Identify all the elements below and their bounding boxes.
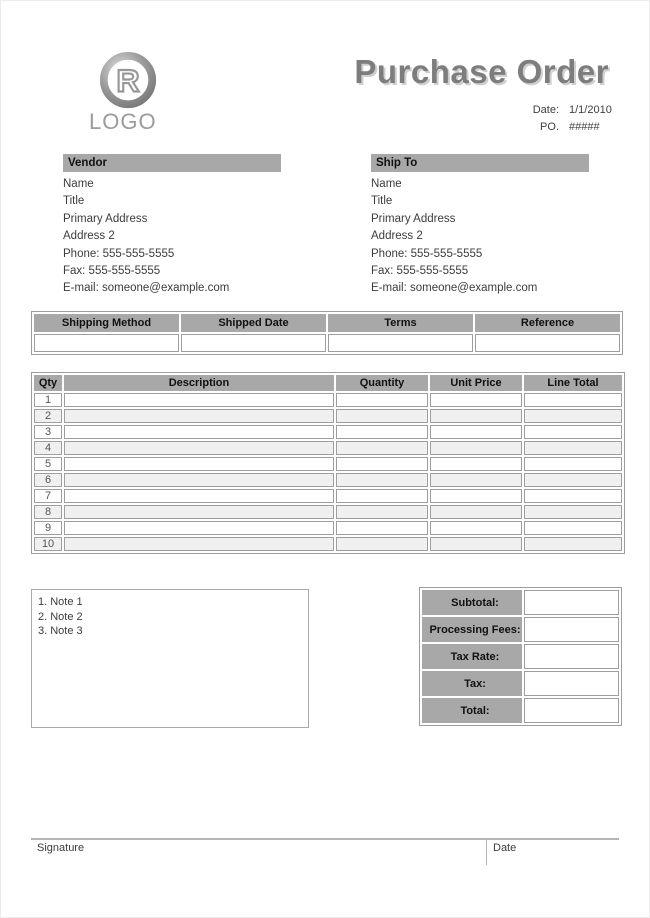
item-cell-unit_price[interactable] xyxy=(430,393,522,407)
item-row xyxy=(34,441,622,455)
notes-box[interactable] xyxy=(31,589,309,728)
order-meta xyxy=(519,102,617,136)
item-cell-unit_price[interactable] xyxy=(430,441,522,455)
items-column-header: Line Total xyxy=(524,375,622,391)
shipping-value-cell[interactable] xyxy=(34,334,179,352)
item-cell-unit_price[interactable] xyxy=(430,489,522,503)
item-cell-qty: 5 xyxy=(34,457,62,471)
items-body xyxy=(34,393,622,551)
vendor-line: Name xyxy=(63,178,94,190)
item-cell-qty: 2 xyxy=(34,409,62,423)
vendor-line: Fax: 555-555-5555 xyxy=(63,265,161,278)
item-cell-qty: 9 xyxy=(34,521,62,535)
item-cell-line_total[interactable] xyxy=(524,505,622,519)
ship-to-line: Phone: 555-555-5555 xyxy=(371,247,483,260)
shipping-column-header: Shipping Method xyxy=(34,314,179,332)
shipping-column-header: Shipped Date xyxy=(181,314,326,332)
item-row xyxy=(34,425,622,439)
item-cell-description[interactable] xyxy=(64,441,334,455)
item-cell-line_total[interactable] xyxy=(524,537,622,551)
item-cell-quantity[interactable] xyxy=(336,425,428,439)
totals-value[interactable] xyxy=(524,590,619,615)
vendor-lines xyxy=(63,176,281,298)
items-column-header: Quantity xyxy=(336,375,428,391)
totals-label: Tax: xyxy=(422,671,522,696)
items-column-header: Description xyxy=(64,375,334,391)
totals-value[interactable] xyxy=(524,617,619,642)
item-cell-line_total[interactable] xyxy=(524,441,622,455)
item-cell-qty: 3 xyxy=(34,425,62,439)
totals-row xyxy=(422,698,619,723)
item-cell-quantity[interactable] xyxy=(336,393,428,407)
registered-trademark-logo-icon xyxy=(97,51,159,111)
shipping-table xyxy=(31,311,623,355)
order-date-label: Date: xyxy=(532,104,559,116)
signature-date-label: Date xyxy=(493,842,517,854)
signature-label: Signature xyxy=(37,842,85,854)
order-date-value[interactable]: 1/1/2010 xyxy=(569,104,612,116)
totals-label: Tax Rate: xyxy=(422,644,522,669)
item-row xyxy=(34,409,622,423)
ship-to-line: Primary Address xyxy=(371,212,456,225)
order-po-value[interactable]: ##### xyxy=(569,121,600,133)
totals-value[interactable] xyxy=(524,671,619,696)
item-cell-quantity[interactable] xyxy=(336,489,428,503)
note-line: 2. Note 2 xyxy=(38,610,83,623)
item-cell-description[interactable] xyxy=(64,425,334,439)
vendor-line: Title xyxy=(63,195,85,208)
totals-label: Subtotal: xyxy=(422,590,522,615)
vendor-section xyxy=(63,154,281,298)
item-cell-description[interactable] xyxy=(64,409,334,423)
totals-label: Processing Fees: xyxy=(422,617,522,642)
item-cell-unit_price[interactable] xyxy=(430,473,522,487)
item-cell-quantity[interactable] xyxy=(336,473,428,487)
ship-to-line: Fax: 555-555-5555 xyxy=(371,265,469,278)
item-row xyxy=(34,505,622,519)
logo-letter: R xyxy=(116,62,140,99)
item-row xyxy=(34,537,622,551)
item-cell-unit_price[interactable] xyxy=(430,537,522,551)
page-title: Purchase Order xyxy=(354,53,609,90)
vendor-line: Phone: 555-555-5555 xyxy=(63,247,175,260)
item-cell-unit_price[interactable] xyxy=(430,425,522,439)
signature-date-divider xyxy=(486,839,487,865)
order-po-row xyxy=(519,119,617,136)
item-cell-line_total[interactable] xyxy=(524,473,622,487)
items-column-header: Unit Price xyxy=(430,375,522,391)
item-cell-line_total[interactable] xyxy=(524,521,622,535)
totals-label: Total: xyxy=(422,698,522,723)
items-column-header: Qty xyxy=(34,375,62,391)
item-cell-line_total[interactable] xyxy=(524,393,622,407)
item-cell-description[interactable] xyxy=(64,393,334,407)
item-cell-qty: 8 xyxy=(34,505,62,519)
item-cell-description[interactable] xyxy=(64,489,334,503)
logo-text: LOGO xyxy=(89,109,157,134)
item-cell-description[interactable] xyxy=(64,521,334,535)
note-line: 1. Note 1 xyxy=(38,596,83,608)
ship-to-line: Title xyxy=(371,195,393,208)
items-table xyxy=(31,372,625,554)
item-cell-description[interactable] xyxy=(64,457,334,471)
vendor-section-title: Vendor xyxy=(63,154,281,172)
item-cell-qty: 10 xyxy=(34,537,62,551)
shipping-column-header: Reference xyxy=(475,314,620,332)
item-cell-unit_price[interactable] xyxy=(430,457,522,471)
item-cell-quantity[interactable] xyxy=(336,409,428,423)
item-cell-unit_price[interactable] xyxy=(430,409,522,423)
signature-line xyxy=(31,838,619,840)
ship-to-line: E-mail: someone@example.com xyxy=(371,282,538,295)
item-row xyxy=(34,489,622,503)
ship-to-lines xyxy=(371,176,589,298)
company-logo xyxy=(89,51,199,132)
item-row xyxy=(34,473,622,487)
item-cell-qty: 4 xyxy=(34,441,62,455)
vendor-line: Primary Address xyxy=(63,212,148,225)
totals-value[interactable] xyxy=(524,644,619,669)
item-row xyxy=(34,457,622,471)
totals-row xyxy=(422,590,619,615)
ship-to-line: Name xyxy=(371,178,402,190)
item-cell-line_total[interactable] xyxy=(524,457,622,471)
shipping-header-row xyxy=(34,314,620,332)
item-cell-quantity[interactable] xyxy=(336,441,428,455)
totals-table xyxy=(419,587,622,726)
note-line: 3. Note 3 xyxy=(38,625,83,637)
item-cell-description[interactable] xyxy=(64,537,334,551)
shipping-value-cell[interactable] xyxy=(475,334,620,352)
item-cell-description[interactable] xyxy=(64,473,334,487)
vendor-line: Address 2 xyxy=(63,230,115,243)
shipping-value-cell[interactable] xyxy=(328,334,473,352)
order-date-row xyxy=(519,102,617,119)
vendor-line: E-mail: someone@example.com xyxy=(63,282,230,295)
item-cell-quantity[interactable] xyxy=(336,457,428,471)
item-cell-line_total[interactable] xyxy=(524,409,622,423)
item-cell-qty: 6 xyxy=(34,473,62,487)
item-cell-quantity[interactable] xyxy=(336,521,428,535)
item-cell-description[interactable] xyxy=(64,505,334,519)
item-row xyxy=(34,521,622,535)
shipping-value-cell[interactable] xyxy=(181,334,326,352)
shipping-value-row xyxy=(34,334,620,352)
totals-value[interactable] xyxy=(524,698,619,723)
order-po-label: PO. xyxy=(540,121,559,133)
totals-row xyxy=(422,644,619,669)
item-cell-quantity[interactable] xyxy=(336,505,428,519)
item-cell-quantity[interactable] xyxy=(336,537,428,551)
item-cell-line_total[interactable] xyxy=(524,489,622,503)
item-cell-line_total[interactable] xyxy=(524,425,622,439)
item-cell-qty: 7 xyxy=(34,489,62,503)
item-row xyxy=(34,393,622,407)
item-cell-unit_price[interactable] xyxy=(430,505,522,519)
item-cell-qty: 1 xyxy=(34,393,62,407)
totals-row xyxy=(422,671,619,696)
shipping-column-header: Terms xyxy=(328,314,473,332)
totals-row xyxy=(422,617,619,642)
totals-body xyxy=(422,590,619,723)
ship-to-line: Address 2 xyxy=(371,230,423,243)
items-header-row xyxy=(34,375,622,391)
item-cell-unit_price[interactable] xyxy=(430,521,522,535)
ship-to-section xyxy=(371,154,589,298)
ship-to-section-title: Ship To xyxy=(371,154,589,172)
